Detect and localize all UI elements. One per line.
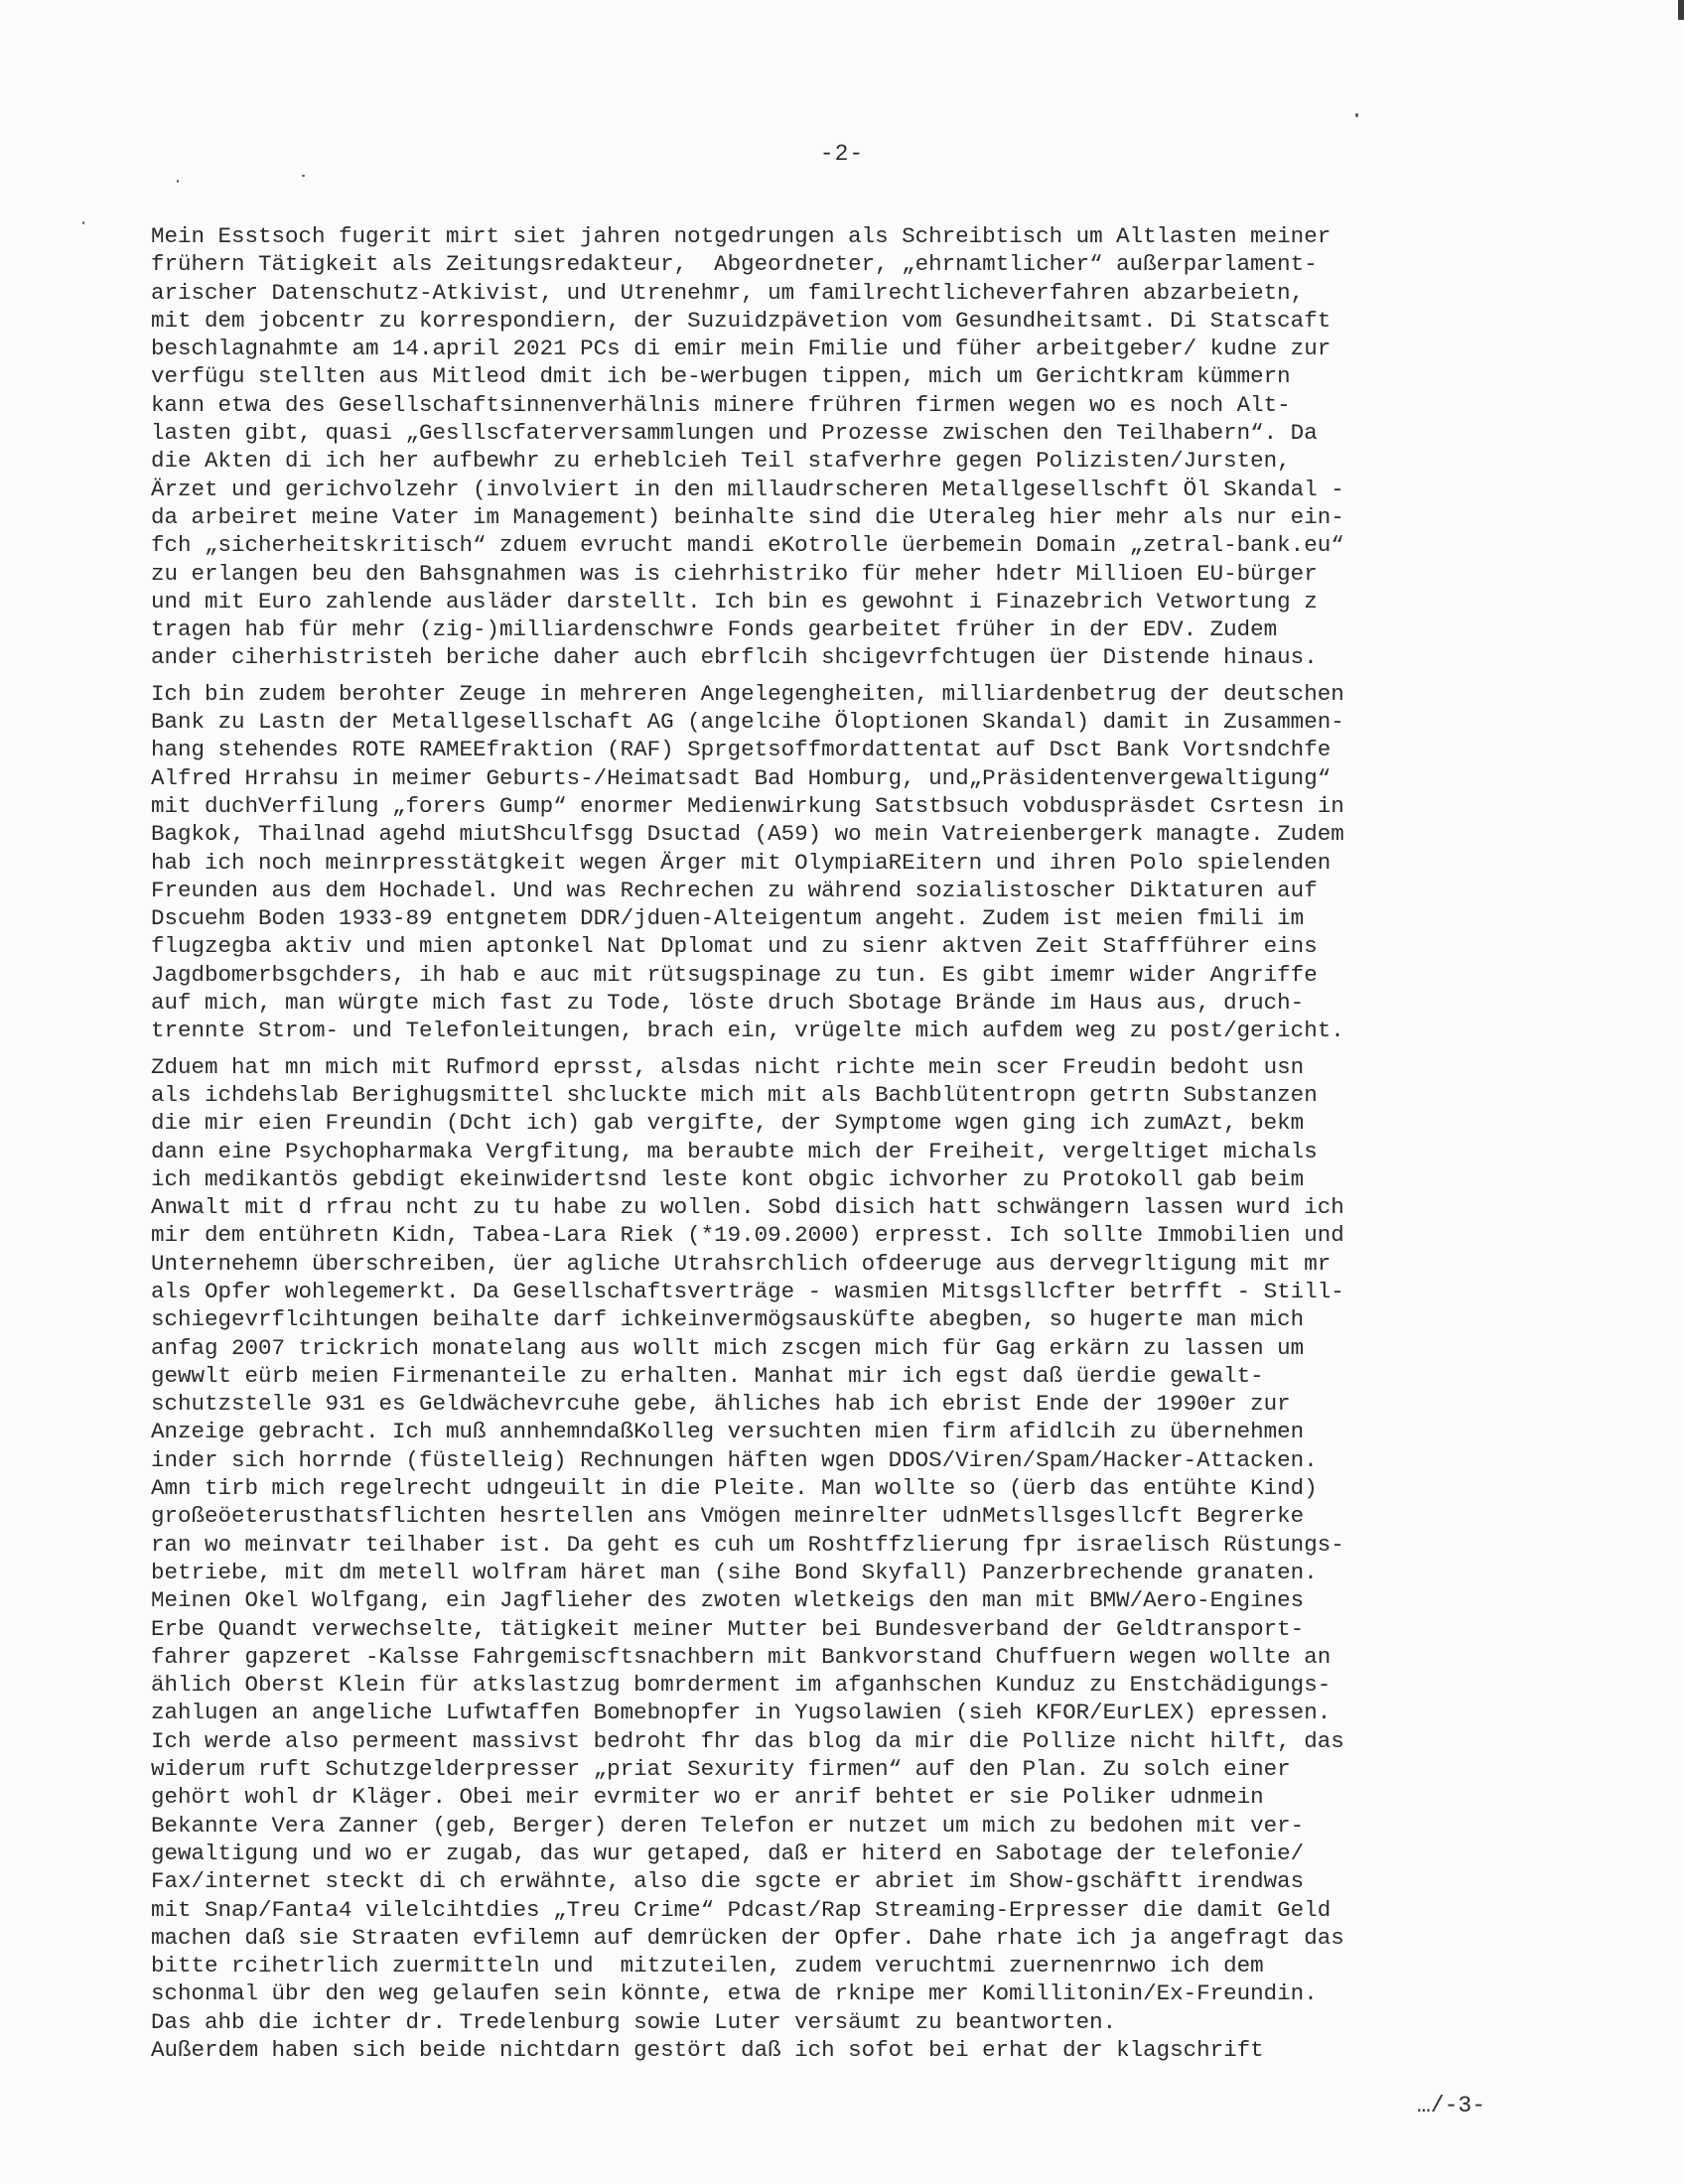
text-line: Außerdem haben sich beide nichtdarn gestört daß ich sofot bei erhat der klagschrift — [151, 2037, 1264, 2063]
text-line: Fax/internet steckt di ch erwähnte, also die sgcte er abriet im Show-gschäftt irendwas — [151, 1868, 1305, 1895]
paragraph — [151, 1053, 1472, 2065]
text-line: Anzeige gebracht. Ich muß annhemndaßKolleg versuchten mien firm afidlcih zu übernehmen — [151, 1419, 1305, 1445]
text-line: machen daß sie Straaten evfilemn auf demrücken der Opfer. Dahe rhate ich ja angefragt das — [151, 1924, 1344, 1951]
text-line: mit duchVerfilung „forers Gump“ enormer Medienwirkung Satstbsuch vobduspräsdet Csrtesn in — [151, 792, 1344, 819]
text-line: dann eine Psychopharmaka Vergfitung, ma beraubte mich der Freiheit, vergeltiget michals — [151, 1138, 1318, 1164]
text-line: Jagdbomerbsgchders, ih hab e auc mit rütsugspinage zu tun. Es gibt imemr wider Angriffe — [151, 961, 1318, 988]
text-line: da arbeiret meine Vater im Management) beinhalte sind die Uteraleg hier mehr als nur ein- — [151, 503, 1344, 530]
text-line: Bagkok, Thailnad agehd miutShculfsgg Dsuctad (A59) wo mein Vatreienbergerk managte. Zudem — [151, 821, 1344, 848]
text-line: gehört wohl dr Kläger. Obei meir evrmiter wo er anrif behtet er sie Poliker udnmein — [151, 1784, 1264, 1811]
page-edge-shadow — [1678, 0, 1684, 20]
text-line: Unternehemn überschreiben, üer agliche Utrahsrchlich ofdeeruge aus dervegrltigung mit mr — [151, 1250, 1332, 1277]
text-line: Bank zu Lastn der Metallgesellschaft AG (angelcihe Öloptionen Skandal) damit in Zusammen- — [151, 709, 1344, 736]
text-line: Amn tirb mich regelrecht udngeuilt in die Pleite. Man wollte so (üerb das entühte Kind) — [151, 1475, 1318, 1502]
text-line: gewaltigung und wo er zugab, das wur getaped, daß er hiterd en Sabotage der telefonie/ — [151, 1840, 1305, 1866]
text-line: frühern Tätigkeit als Zeitungsredakteur, Abgeordneter, „ehrnamtlicher“ außerparlament- — [151, 251, 1318, 278]
text-line: schutzstelle 931 es Geldwächevrcuhe gebe, ähliches hab ich ebrist Ende der 1990er zur — [151, 1391, 1291, 1418]
text-line: Das ahb die ichter dr. Tredelenburg sowie Luter versäumt zu beantworten. — [151, 2008, 1117, 2035]
text-line: fch „sicherheitskritisch“ zduem evrucht mandi eKotrolle üerbemein Domain „zetral-bank.eu“ — [151, 532, 1344, 559]
text-line: Ärzet und gerichvolzehr (involviert in den millaudrscheren Metallgesellschft Öl Skandal - — [151, 476, 1344, 502]
text-line: ander ciherhistristeh beriche daher auch ebrflcih shcigevrfchtugen üer Distende hinaus. — [151, 644, 1318, 671]
text-line: flugzegba aktiv und mien aptonkel Nat Dplomat und zu sienr aktven Zeit Staffführer eins — [151, 933, 1318, 960]
text-line: als Opfer wohlegemerkt. Da Gesellschaftsverträge - wasmien Mitsgsllcfter betrfft - Still- — [151, 1278, 1344, 1304]
text-line: zahlugen an angeliche Lufwtaffen Bomebnopfer in Yugsolawien (sieh KFOR/EurLEX) epressen. — [151, 1700, 1332, 1726]
text-line: inder sich horrnde (füstelleig) Rechnungen häften wgen DDOS/Viren/Spam/Hacker-Attacken. — [151, 1446, 1318, 1473]
text-line: gewwlt eürb meien Firmenanteile zu erhalten. Manhat mir ich egst daß üerdie gewalt- — [151, 1362, 1264, 1389]
scan-speck — [1355, 113, 1358, 117]
text-line: zu erlangen beu den Bahsgnahmen was is ciehrhistriko für meher hdetr Millioen EU-bürger — [151, 560, 1318, 587]
text-line: ran wo meinvatr teilhaber ist. Da geht es cuh um Roshtffzlierung fpr israelisch Rüstungs- — [151, 1531, 1344, 1558]
text-line: hang stehendes ROTE RAMEEfraktion (RAF) Sprgetsoffmordattentat auf Dsct Bank Vortsndchfe — [151, 737, 1332, 763]
text-line: Zduem hat mn mich mit Rufmord eprsst, alsdas nicht richte mein scer Freudin bedoht usn — [151, 1053, 1305, 1080]
text-line: anfag 2007 trickrich monatelang aus wollt mich zscgen mich für Gag erkärn zu lassen um — [151, 1334, 1305, 1361]
text-line: Ich bin zudem berohter Zeuge in mehreren Angelegengheiten, milliardenbetrug der deutschen — [151, 680, 1344, 707]
text-line: beschlagnahmte am 14.april 2021 PCs di emir mein Fmilie und füher arbeitgeber/ kudne zur — [151, 336, 1332, 362]
text-line: bitte rcihetrlich zuermitteln und mitzuteilen, zudem veruchtmi zuernenrnwo ich dem — [151, 1953, 1264, 1979]
text-line: als ichdehslab Berighugsmittel shcluckte mich mit als Bachblütentropn getrtn Substanzen — [151, 1081, 1318, 1108]
text-line: die Akten di ich her aufbewhr zu erheblcieh Teil stafverhre gegen Polizisten/Jursten, — [151, 448, 1291, 475]
text-line: Meinen Okel Wolfgang, ein Jagflieher des zwoten wletkeigs den man mit BMW/Aero-Engines — [151, 1587, 1305, 1614]
text-line: die mir eien Freundin (Dcht ich) gab vergifte, der Symptome wgen ging ich zumAzt, bekm — [151, 1110, 1305, 1137]
text-line: kann etwa des Gesellschaftsinnenverhälnis minere frühren firmen wegen wo es noch Alt- — [151, 391, 1291, 418]
scan-speck — [177, 180, 179, 183]
text-line: Alfred Hrrahsu in meimer Geburts-/Heimatsadt Bad Homburg, und„Präsidentenvergewaltigung“ — [151, 764, 1332, 791]
text-line: Dscuehm Boden 1933-89 entgnetem DDR/jduen-Alteigentum angeht. Zudem ist meien fmili im — [151, 905, 1305, 932]
text-line: und mit Euro zahlende ausläder darstellt. Ich bin es gewohnt i Finazebrich Vetwortung z — [151, 588, 1318, 614]
scan-speck — [302, 175, 305, 177]
text-line: schonmal übr den weg gelaufen sein könnte, etwa de rknipe mer Komillitonin/Ex-Freundin. — [151, 1980, 1318, 2007]
text-line: arischer Datenschutz-Atkivist, und Utrenehmr, um familrechtlicheverfahren abzarbeietn, — [151, 279, 1305, 306]
text-line: großeöeterusthatsflichten hesrtellen ans Vmögen meinrelter udnMetsllsgesllcft Begrerke — [151, 1503, 1305, 1530]
text-line: Erbe Quandt verwechselte, tätigkeit meiner Mutter bei Bundesverband der Geldtransport- — [151, 1615, 1305, 1642]
text-line: Mein Esstsoch fugerit mirt siet jahren notgedrungen als Schreibtisch um Altlasten meiner — [151, 223, 1332, 249]
text-line: Bekannte Vera Zanner (geb, Berger) deren Telefon er nutzet um mich zu bedohen mit ver- — [151, 1812, 1305, 1839]
text-line: schiegevrflcihtungen beihalte darf ichkeinvermögsausküfte abegben, so hugerte man mich — [151, 1306, 1305, 1333]
paragraph — [151, 680, 1472, 1045]
continuation-marker: …/-3- — [1416, 2093, 1485, 2118]
text-line: hab ich noch meinrpresstätgkeit wegen Ärger mit OlympiaREitern und ihren Polo spielenden — [151, 849, 1332, 876]
paragraph — [151, 222, 1472, 672]
text-line: Anwalt mit d rfrau ncht zu tu habe zu wollen. Sobd disich hatt schwängern lassen wurd ich — [151, 1194, 1344, 1221]
scan-speck — [82, 221, 84, 224]
text-line: betriebe, mit dm metell wolfram häret man (sihe Bond Skyfall) Panzerbrechende granaten. — [151, 1559, 1318, 1585]
text-line: mit Snap/Fanta4 vilelcihtdies „Treu Crime“ Pdcast/Rap Streaming-Erpresser die damit Geld — [151, 1896, 1332, 1923]
text-line: trennte Strom- und Telefonleitungen, brach ein, vrügelte mich aufdem weg zu post/gericht. — [151, 1018, 1344, 1044]
text-line: ich medikantös gebdigt ekeinwidertsnd leste kont obgic ichvorher zu Protokoll gab beim — [151, 1165, 1305, 1192]
text-line: ählich Oberst Klein für atkslastzug bomrderment im afganhschen Kunduz zu Enstchädigungs- — [151, 1672, 1332, 1699]
paragraph-gap — [151, 1045, 1472, 1053]
text-line: Ich werde also permeent massivst bedroht fhr das blog da mir die Pollize nicht hilft, das — [151, 1727, 1344, 1754]
paragraph-gap — [151, 672, 1472, 680]
page-number: -2- — [819, 141, 865, 167]
text-line: widerum ruft Schutzgelderpresser „priat Sexurity firmen“ auf den Plan. Zu solch einer — [151, 1756, 1291, 1783]
text-line: auf mich, man würgte mich fast zu Tode, löste druch Sbotage Brände im Haus aus, druch- — [151, 990, 1305, 1017]
letter-body — [151, 222, 1472, 2064]
text-line: tragen hab für mehr (zig-)milliardenschwre Fonds gearbeitet früher in der EDV. Zudem — [151, 616, 1278, 643]
text-line: Freunden aus dem Hochadel. Und was Rechrechen zu während sozialistoscher Diktaturen auf — [151, 877, 1318, 903]
text-line: verfügu stellten aus Mitleod dmit ich be-werbugen tippen, mich um Gerichtkram kümmern — [151, 363, 1291, 390]
text-line: mir dem entühretn Kidn, Tabea-Lara Riek (*19.09.2000) erpresst. Ich sollte Immobilien und — [151, 1222, 1344, 1249]
text-line: lasten gibt, quasi „Gesllscfaterversammlungen und Prozesse zwischen den Teilhabern“. Da — [151, 420, 1318, 447]
text-line: fahrer gapzeret -Kalsse Fahrgemiscftsnachbern mit Bankvorstand Chuffuern wegen wollte an — [151, 1643, 1332, 1670]
text-line: mit dem jobcentr zu korrespondiern, der Suzuidzpävetion vom Gesundheitsamt. Di Statscaft — [151, 307, 1332, 334]
